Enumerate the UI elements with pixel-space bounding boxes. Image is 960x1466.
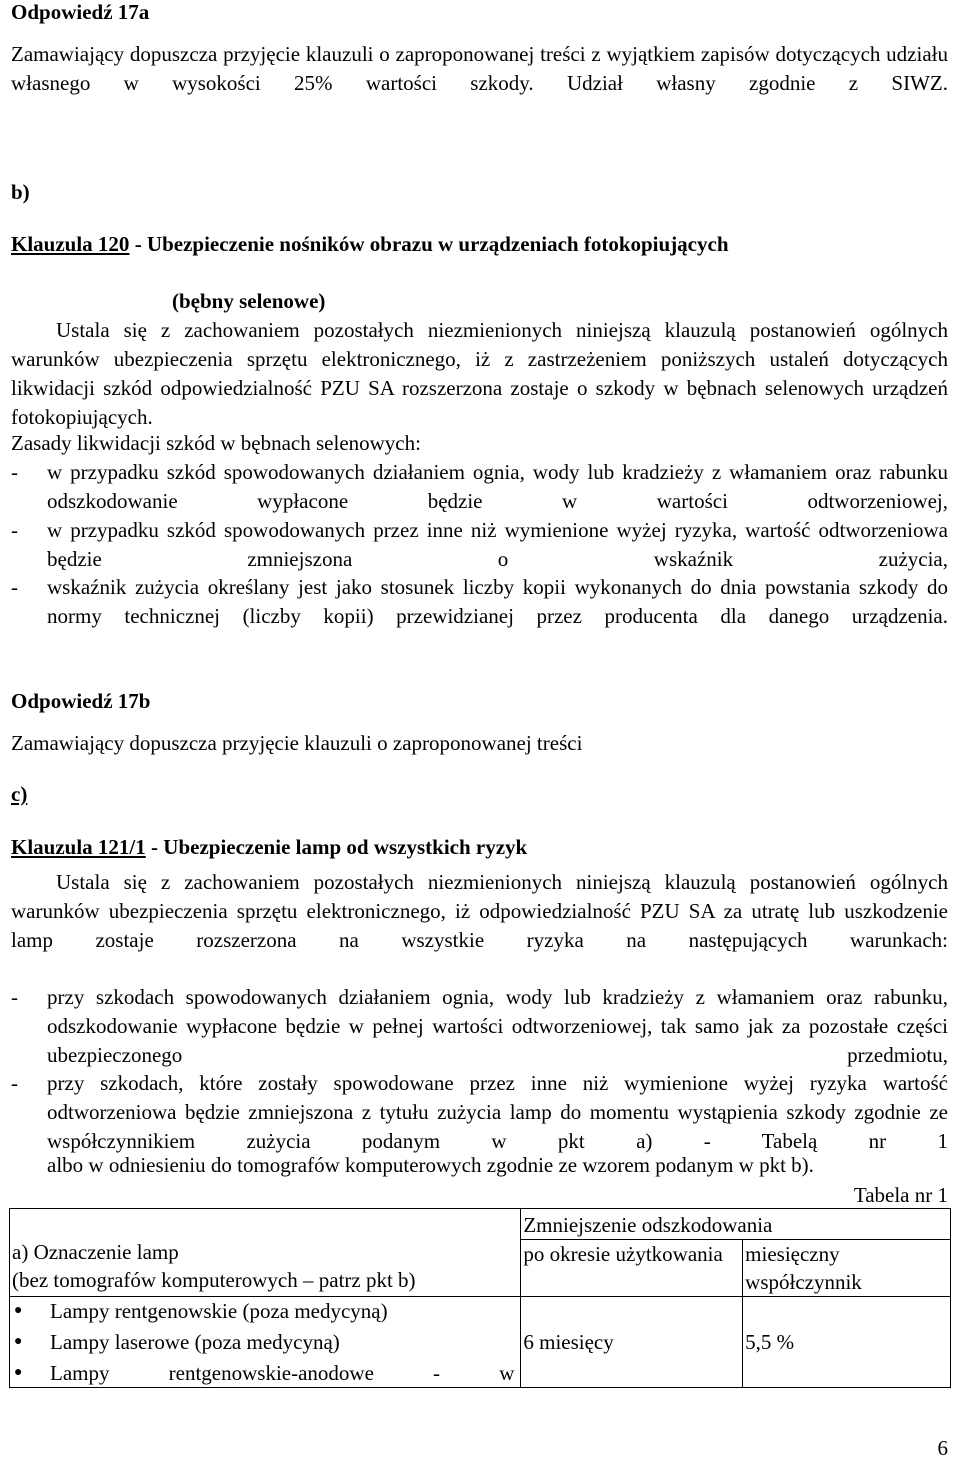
bullet-icon: ● <box>14 1303 23 1318</box>
coefficient-value: 5,5 % <box>743 1297 951 1388</box>
clause-121-number: Klauzula 121/1 <box>11 835 146 859</box>
clause-120-item <box>11 458 948 516</box>
clause-120-item <box>11 516 948 574</box>
lamp-name: Lampy rentgenowskie (poza medycyną) <box>50 1299 388 1323</box>
clause-120-item-text: w przypadku szkód spowodowanych przez inne niż wymienione wyżej ryzyka, wartość odtworzeniowa będzie zmniejszona o wskaźnik zużycia, <box>47 518 948 571</box>
section-b-label: b) <box>11 180 30 204</box>
clause-120-rules-heading: Zasady likwidacji szkód w bębnach selenowych: <box>11 431 421 455</box>
bullet-icon: ● <box>14 1365 23 1380</box>
table-header-row <box>10 1209 951 1240</box>
clause-121-item-text: przy szkodach spowodowanych działaniem ognia, wody lub kradzieży z włamaniem oraz rabunku, odszkodowanie wypłacone będzie w pełnej wartości odtworzeniowej, tak samo jak za pozostałe części ubezpieczonego przedmiotu, <box>47 985 948 1067</box>
coefficient-header: miesięczny współczynnik <box>743 1240 951 1297</box>
lamp-name: Lampy rentgenowskie-anodowe - w <box>50 1361 515 1385</box>
clause-121-tail: albo w odniesieniu do tomografów komputerowych zgodnie ze wzorem podanym w pkt b). <box>47 1153 814 1177</box>
clause-121-name: - Ubezpieczenie lamp od wszystkich ryzyk <box>145 835 528 859</box>
dash-bullet-icon: - <box>11 460 18 484</box>
clause-120-subtitle: (bębny selenowe) <box>172 289 326 313</box>
clause-120-number: Klauzula 120 <box>11 232 130 256</box>
dash-bullet-icon: - <box>11 575 18 599</box>
answer-17a-heading: Odpowiedź 17a <box>11 0 150 24</box>
list-item <box>12 1297 520 1325</box>
clause-120-intro: Ustala się z zachowaniem pozostałych niezmienionych niniejszą klauzulą postanowień ogólnych warunków ubezpieczenia sprzętu elektronicznego, iż z zastrzeżeniem poniższych ustaleń dotyczących likwidacji szkód odpowiedzialność PZU SA rozszerzona zostaje o szkody w bębnach selenowych urządzeń fotokopiujących. <box>11 318 948 429</box>
table-data-row <box>10 1297 951 1388</box>
list-item <box>12 1359 520 1387</box>
page-number: 6 <box>937 1436 948 1460</box>
clause-121-title <box>11 833 948 862</box>
clause-120-item-text: wskaźnik zużycia określany jest jako stosunek liczby kopii wykonanych do dnia powstania szkody do normy technicznej (liczby kopii) przewidzianej przez producenta dla danego urządzenia. <box>47 575 948 628</box>
period-value: 6 miesięcy <box>521 1297 743 1388</box>
dash-bullet-icon: - <box>11 985 18 1009</box>
section-c-label: c) <box>11 782 28 806</box>
clause-121-item-text: przy szkodach, które zostały spowodowane przez inne niż wymienione wyżej ryzyka wartość odtworzeniowa będzie zmniejszona z tytułu zużycia lamp do momentu wystąpienia szkody zgodnie ze współczynnikiem zużycia podanym w pkt a) - Tabelą nr 1 <box>47 1071 948 1153</box>
clause-121-intro: Ustala się z zachowaniem pozostałych niezmienionych niniejszą klauzulą postanowień ogólnych warunków ubezpieczenia sprzętu elektronicznego, iż odpowiedzialność PZU SA za utratę lub uszkodzenie lamp zostaje rozszerzona na wszystkie ryzyka na następujących warunkach: <box>11 870 948 952</box>
lamp-name: Lampy laserowe (poza medycyną) <box>50 1330 340 1354</box>
answer-17b-text: Zamawiający dopuszcza przyjęcie klauzuli o zaproponowanej treści <box>11 731 583 755</box>
clause-121-item <box>11 983 948 1070</box>
answer-17b-heading: Odpowiedź 17b <box>11 689 151 713</box>
lamp-designation-header-line1: a) Oznaczenie lamp <box>12 1240 179 1264</box>
period-header: po okresie użytkowania <box>521 1240 743 1297</box>
answer-17a-text: Zamawiający dopuszcza przyjęcie klauzuli o zaproponowanej treści z wyjątkiem zapisów dotyczących udziału własnego w wysokości 25% wartości szkody. Udział własny zgodnie z SIWZ. <box>11 42 948 95</box>
wear-table <box>9 1208 951 1388</box>
bullet-icon: ● <box>14 1334 23 1349</box>
clause-120-name: - Ubezpieczenie nośników obrazu w urządzeniach fotokopiujących <box>129 232 729 256</box>
clause-120-item <box>11 573 948 631</box>
lamp-list <box>10 1297 521 1388</box>
reduction-group-header: Zmniejszenie odszkodowania <box>521 1209 951 1240</box>
clause-120-title <box>11 230 948 259</box>
table-caption: Tabela nr 1 <box>853 1183 948 1207</box>
list-item <box>12 1328 520 1356</box>
clause-121-item <box>11 1069 948 1156</box>
lamp-designation-header-line2: (bez tomografów komputerowych – patrz pkt b) <box>12 1268 416 1292</box>
lamp-designation-header <box>10 1209 521 1297</box>
clause-120-item-text: w przypadku szkód spowodowanych działaniem ognia, wody lub kradzieży z włamaniem oraz rabunku odszkodowanie wypłacone będzie w wartości odtworzeniowej, <box>47 460 948 513</box>
dash-bullet-icon: - <box>11 518 18 542</box>
dash-bullet-icon: - <box>11 1071 18 1095</box>
